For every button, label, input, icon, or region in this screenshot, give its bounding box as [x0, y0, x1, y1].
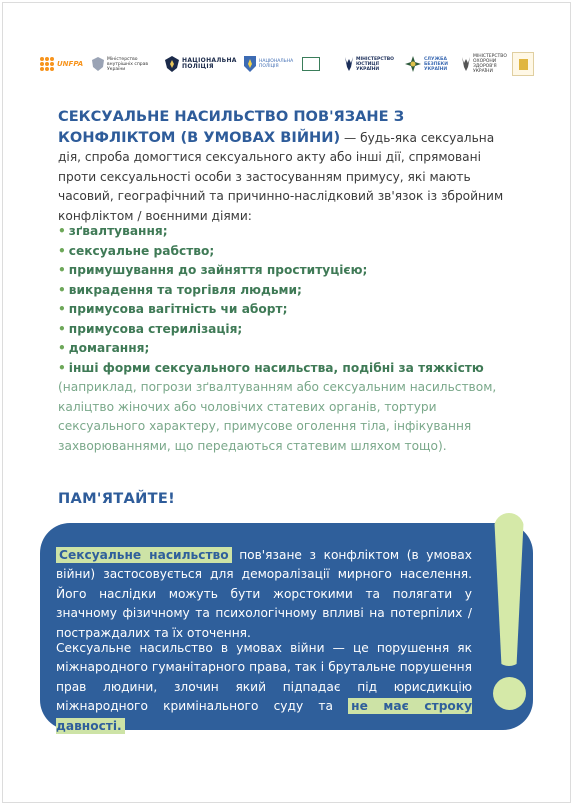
framed-logo	[512, 50, 534, 78]
partner-logos	[40, 50, 540, 80]
police-badge-icon	[165, 56, 179, 72]
cross-emblem-icon	[405, 56, 421, 72]
ministry-internal-affairs-logo: Міністерство внутрішніх справ України	[92, 50, 157, 78]
ministry-health-logo: МІНІСТЕРСТВО ОХОРОНИ ЗДОРОВ'Я УКРАЇНИ	[462, 50, 505, 78]
national-police-2-logo: НАЦІОНАЛЬНА ПОЛІЦІЯ	[244, 50, 289, 78]
list-item-other-forms: • інші форми сексуального насильства, подібні за тяжкістю (наприклад, погрози зґвалтуванням або сексуальним насильством, каліцтво жіночих або чоловічих статевих органів, тортури сексуального характеру, примусове оголення тіла, інфікування захворюваннями, що передаються статевим шляхом тощо).	[58, 360, 497, 453]
bullet-icon: •	[58, 282, 66, 297]
bullet-icon: •	[58, 263, 66, 277]
bullet-icon: •	[58, 360, 66, 375]
trident-icon	[462, 57, 470, 71]
unfpa-logo: UNFPA	[40, 50, 83, 78]
bullet-icon: •	[58, 243, 66, 258]
ministry-justice-logo: МІНІСТЕРСТВО ЮСТИЦІЇ УКРАЇНИ	[345, 50, 396, 78]
bullet-icon: •	[58, 224, 66, 238]
bullet-icon: •	[58, 341, 66, 355]
unfpa-dots-icon	[40, 57, 54, 71]
document-icon	[512, 52, 534, 76]
list-item: • домагання;	[58, 341, 150, 355]
card-paragraph-2: Сексуальне насильство в умовах війни — це порушення як міжнародного гуманітарного права, так і брутальне порушення прав людини, злочин який підпадає під юрисдикцію міжнародного кримінального суду та не має строку давності.	[56, 641, 473, 733]
list-item: • примусова вагітність чи аборт;	[58, 302, 288, 316]
highlight-no-limitation: не має строку давності.	[56, 699, 473, 733]
definition-text: — будь-яка сексуальна дія, спроба домогтися сексуального акту або інші дії, спрямовані проти сексуальності особи з застосуванням примусу, які мають часовий, географічний та причинно-наслідковий зв'язок із збройним конфліктом / воєнними діями:	[58, 130, 504, 223]
card-paragraph-1: Сексуальне насильство пов'язане з конфліктом (в умовах війни) застосовується для деморалізації мирного населення. Його наслідки можуть бути жорстокими та полягати у значному фізичному та психологічному впливі на потерпілих / постраждалих та їх оточення.	[56, 548, 472, 640]
exclamation-dot-icon	[493, 677, 526, 710]
bullet-icon: •	[58, 321, 66, 336]
green-frame-icon	[302, 57, 320, 71]
security-service-logo: СЛУЖБА БЕЗПЕКИ УКРАЇНИ	[405, 50, 456, 78]
emblem-icon	[92, 57, 104, 71]
definition-paragraph	[58, 107, 518, 226]
green-box-logo	[302, 50, 320, 78]
other-forms-note: (наприклад, погрози зґвалтуванням або сексуальним насильством, каліцтво жіночих або чоловічих статевих органів, тортури сексуального характеру, примусове оголення тіла, інфікування захворюваннями, що передаються статевим шляхом тощо).	[58, 380, 497, 453]
definition-title: СЕКСУАЛЬНЕ НАСИЛЬСТВО ПОВ'ЯЗАНЕ З КОНФЛІКТОМ (В УМОВАХ ВІЙНИ)	[58, 108, 405, 146]
remember-title: ПАМ'ЯТАЙТЕ!	[58, 490, 176, 507]
highlight-term: Сексуальне насильство	[56, 547, 232, 563]
shield-icon	[244, 56, 256, 72]
list-item: • сексуальне рабство;	[58, 243, 215, 258]
list-item: • примушування до зайняття проституцією;	[58, 263, 368, 277]
list-item: • примусова стерилізація;	[58, 321, 243, 336]
list-item: • викрадення та торгівля людьми;	[58, 282, 302, 297]
national-police-logo: НАЦІОНАЛЬНА ПОЛІЦІЯ	[165, 50, 222, 78]
trident-icon	[345, 57, 353, 71]
violence-forms-list	[58, 222, 518, 456]
bullet-icon: •	[58, 302, 66, 316]
list-item: • зґвалтування;	[58, 224, 168, 238]
